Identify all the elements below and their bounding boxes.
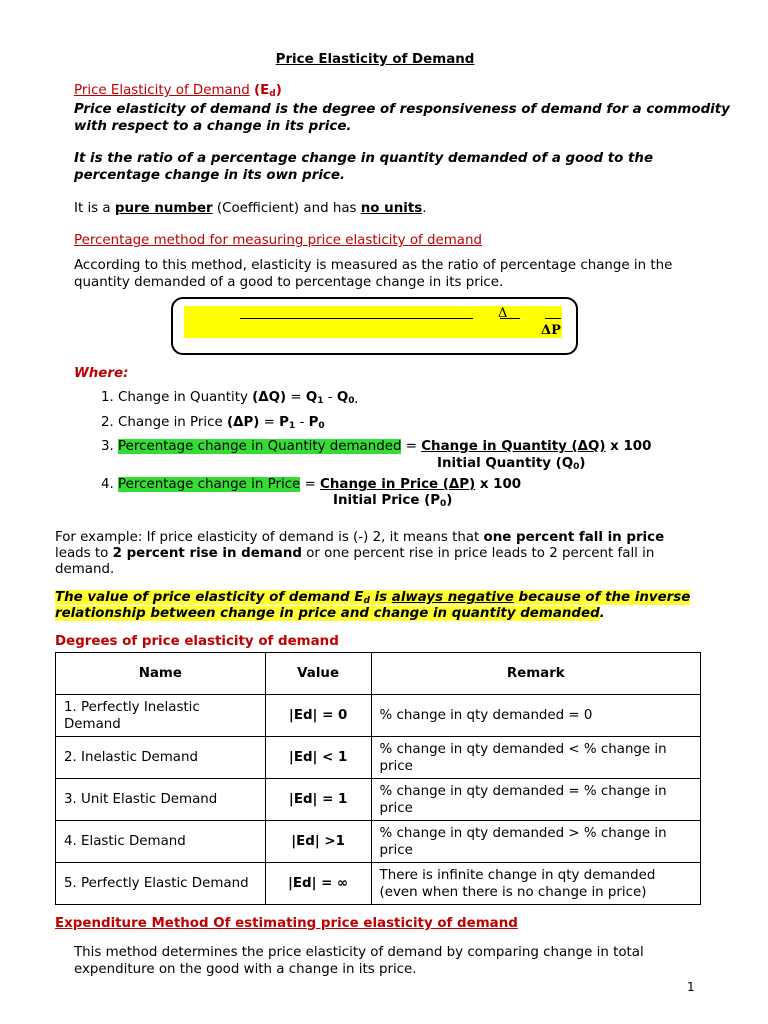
row-name: 3. Unit Elastic Demand bbox=[56, 779, 266, 821]
row-value: |Ed| >1 bbox=[265, 821, 371, 863]
highlight-quantity-change: Percentage change in Quantity demanded bbox=[118, 439, 402, 454]
negative-note-line-1: The value of price elasticity of demand $E_d$ is always negative because of the inverse bbox=[55, 590, 691, 606]
degrees-heading: Degrees of price elasticity of demand bbox=[55, 634, 339, 649]
example-line-2: leads to 2 percent rise in demand or one percent rise in price leads to 2 percent fall in bbox=[55, 546, 655, 561]
header-value: Value bbox=[265, 653, 371, 695]
price-formula-denominator: Initial Price $(P_0)$ bbox=[333, 493, 453, 509]
row-value: |Ed| = 1 bbox=[265, 779, 371, 821]
percentage-method-heading: Percentage method for measuring price elasticity of demand bbox=[74, 233, 482, 248]
list-item-2: 2. Change in Price $(\Delta P) = P_1 - P_0$ bbox=[101, 415, 325, 431]
pure-number-term: pure number bbox=[114, 201, 213, 216]
row-remark: % change in qty demanded = 0 bbox=[371, 695, 700, 737]
header-remark: Remark bbox=[371, 653, 700, 695]
price-formula-numerator: Change in Price (ΔP) bbox=[320, 477, 476, 492]
row-remark: There is infinite change in qty demanded (even when there is no change in price) bbox=[371, 863, 700, 905]
row-name: 2. Inelastic Demand bbox=[56, 737, 266, 779]
table-row bbox=[56, 863, 701, 905]
percentage-line-1: According to this method, elasticity is measured as the ratio of percentage change in the bbox=[74, 258, 673, 273]
example-line-3: demand. bbox=[55, 562, 115, 577]
row-value: |Ed| = 0 bbox=[265, 695, 371, 737]
row-name: 1. Perfectly Inelastic Demand bbox=[56, 695, 266, 737]
percentage-line-2: quantity demanded of a good to percentage change in its price. bbox=[74, 275, 504, 290]
row-remark: % change in qty demanded = % change in price bbox=[371, 779, 700, 821]
row-name: 5. Perfectly Elastic Demand bbox=[56, 863, 266, 905]
quantity-formula-denominator: Initial Quantity $(Q_0)$ bbox=[437, 456, 586, 472]
row-name: 4. Elastic Demand bbox=[56, 821, 266, 863]
highlight-price-change: Percentage change in Price bbox=[118, 477, 301, 492]
page-title: Price Elasticity of Demand bbox=[275, 52, 475, 67]
table-header-row bbox=[56, 653, 701, 695]
negative-note-line-2: relationship between change in price and change in quantity demanded. bbox=[55, 606, 605, 621]
formula-fraction-line bbox=[240, 318, 473, 319]
row-value: |Ed| = ∞ bbox=[265, 863, 371, 905]
list-item-3: 3. Percentage change in Quantity demanded = Change in Quantity (ΔQ) x 100 bbox=[101, 439, 652, 454]
page-number: 1 bbox=[687, 980, 695, 994]
list-item-4: 4. Percentage change in Price = Change in Price (ΔP) x 100 bbox=[101, 477, 522, 492]
definition-line-1: Price elasticity of demand is the degree of responsiveness of demand for a commodity bbox=[74, 102, 730, 117]
definition-heading-symbol: $(E_d)$ bbox=[254, 83, 282, 99]
formula-dp-line bbox=[545, 318, 561, 319]
row-remark: % change in qty demanded < % change in price bbox=[371, 737, 700, 779]
table-row bbox=[56, 737, 701, 779]
table-row bbox=[56, 821, 701, 863]
definition-heading bbox=[74, 82, 282, 99]
expenditure-heading: Expenditure Method Of estimating price elasticity of demand bbox=[55, 916, 518, 931]
no-units-term: no units bbox=[360, 201, 423, 216]
expenditure-line-1: This method determines the price elasticity of demand by comparing change in total bbox=[74, 945, 644, 960]
ratio-line-2: percentage change in its own price. bbox=[74, 168, 346, 183]
table-row bbox=[56, 779, 701, 821]
where-label: Where: bbox=[74, 366, 129, 381]
header-name: Name bbox=[56, 653, 266, 695]
degrees-table bbox=[55, 652, 701, 905]
row-value: |Ed| < 1 bbox=[265, 737, 371, 779]
ratio-line-1: It is the ratio of a percentage change in quantity demanded of a good to the bbox=[74, 151, 654, 166]
row-remark: % change in qty demanded > % change in price bbox=[371, 821, 700, 863]
expenditure-line-2: expenditure on the good with a change in its price. bbox=[74, 962, 417, 977]
example-line-1: For example: If price elasticity of demand is (-) 2, it means that one percent fall in price bbox=[55, 530, 665, 545]
pure-number-line: It is a pure number (Coefficient) and has no units. bbox=[74, 201, 427, 216]
formula-delta-p: ΔP bbox=[541, 323, 561, 338]
definition-heading-text: Price Elasticity of Demand bbox=[74, 83, 250, 98]
definition-line-2: with respect to a change in its price. bbox=[74, 119, 352, 134]
table-row bbox=[56, 695, 701, 737]
formula-delta: Δ bbox=[498, 306, 508, 321]
list-item-1: 1. Change in Quantity $(\Delta Q) = Q_1 - Q_{0.}$ bbox=[101, 390, 358, 406]
quantity-formula-numerator: Change in Quantity (ΔQ) bbox=[421, 439, 606, 454]
